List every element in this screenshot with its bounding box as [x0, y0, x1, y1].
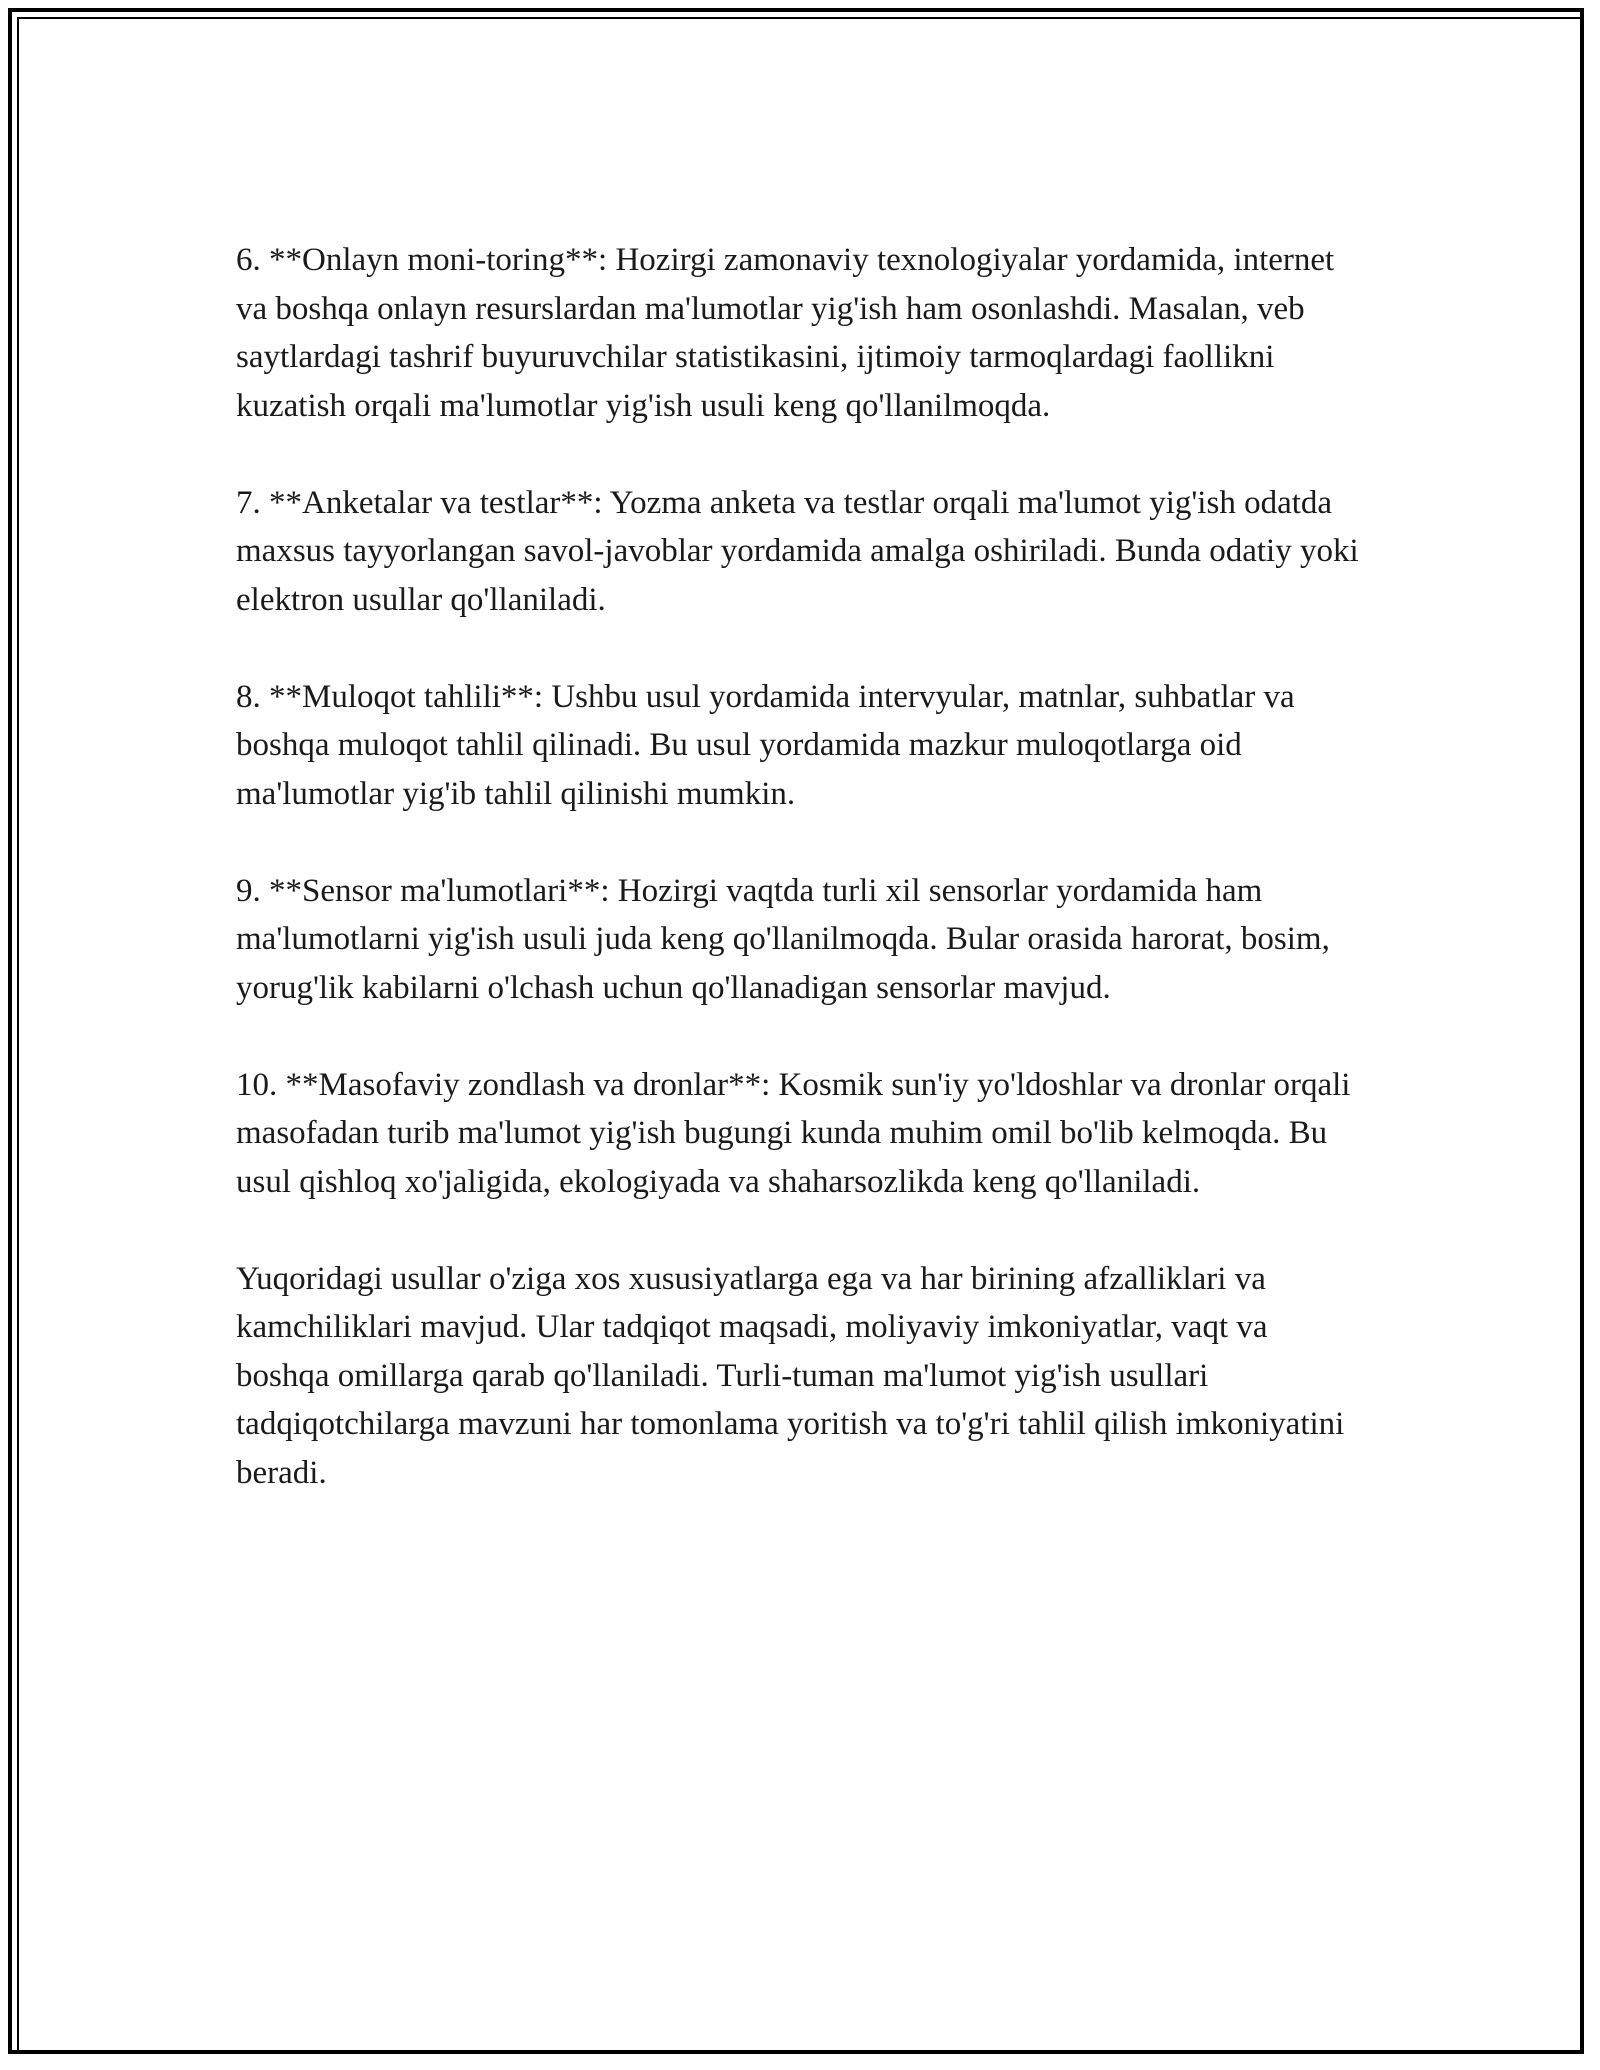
paragraph-surveys-tests: 7. **Anketalar va testlar**: Yozma anketa va testlar orqali ma'lumot yig'ish odatda maxsus tayyorlangan savol-javoblar yordamida amalga oshiriladi. Bunda odatiy yoki elektron usullar qo'llaniladi. [236, 484, 1359, 618]
paragraph-communication-analysis: 8. **Muloqot tahlili**: Ushbu usul yordamida intervyular, matnlar, suhbatlar va boshqa muloqot tahlil qilinadi. Bu usul yordamida mazkur muloqotlarga oid ma'lumotlar yig'ib tahlil qilinishi mumkin. [236, 678, 1295, 812]
paragraph-online-monitoring: 6. **Onlayn moni-toring**: Hozirgi zamonaviy texnologiyalar yordamida, internet va boshqa onlayn resurslardan ma'lumotlar yig'ish ham osonlashdi. Masalan, veb saytlardagi tashrif buyuruvchilar statistikasini, ijtimoiy tarmoqlardagi faollikni kuzatish orqali ma'lumotlar yig'ish usuli keng qo'llanilmoqda. [236, 242, 1335, 424]
paragraph-remote-sensing-drones: 10. **Masofaviy zondlash va dronlar**: Kosmik sun'iy yo'ldoshlar va dronlar orqali masofadan turib ma'lumot yig'ish bugungi kunda muhim omil bo'lib kelmoqda. Bu usul qishloq xo'jaligida, ekologiyada va shaharsozlikda keng qo'llaniladi. [236, 1066, 1351, 1200]
paragraph-conclusion: Yuqoridagi usullar o'ziga xos xususiyatlarga ega va har birining afzalliklari va kamchiliklari mavjud. Ular tadqiqot maqsadi, moliyaviy imkoniyatlar, vaqt va boshqa omillarga qarab qo'llaniladi. Turli-tuman ma'lumot yig'ish usullari tadqiqotchilarga mavzuni har tomonlama yoritish va to'g'ri tahlil qilish imkoniyatini beradi. [236, 1260, 1345, 1491]
paragraph-sensor-data: 9. **Sensor ma'lumotlari**: Hozirgi vaqtda turli xil sensorlar yordamida ham ma'lumotlarni yig'ish usuli juda keng qo'llanilmoqda. Bular orasida harorat, bosim, yorug'lik kabilarni o'lchash uchun qo'llanadigan sensorlar mavjud. [236, 872, 1330, 1006]
document-body [236, 236, 1366, 1546]
